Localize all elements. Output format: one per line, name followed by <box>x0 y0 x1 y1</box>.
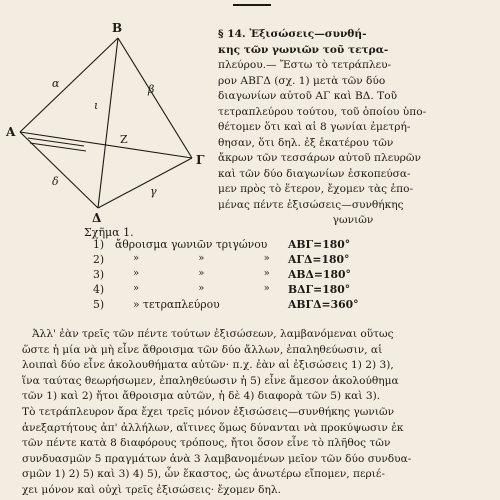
vertex-d-label: Δ <box>92 211 102 225</box>
section-text-column <box>218 27 488 229</box>
side-bg-label: β <box>148 83 155 96</box>
paragraph-line: ἀνεξαρτήτους ἀπ' ἀλλήλων, αἵτινες ὅμως δύνανται νὰ προκύψωσιν ἐκ <box>22 421 404 434</box>
equation-number: 2) <box>93 253 105 266</box>
equation-formula: ΒΔΓ=180° <box>288 283 351 296</box>
vertex-a-label: Α <box>6 125 16 139</box>
vertex-g-label: Γ <box>196 153 205 167</box>
column-line: πλεύρου.— Ἔστω τὸ τετράπλευ- <box>218 59 392 71</box>
side-gd <box>98 158 192 208</box>
column-line: κης τῶν γωνιῶν τοῦ τετρα- <box>218 43 389 56</box>
side-ab <box>20 38 118 132</box>
column-line: καὶ τῶν δύο διαγωνίων ἐσκοπεύσα- <box>218 167 411 180</box>
quadrilateral-diagram <box>4 22 214 225</box>
equation-description: » » » <box>133 283 298 294</box>
paragraph-line: συνδυασμῶν 5 πραγμάτων ἀνὰ 3 λαμβανομένων μεῖον τῶν δύο συνδυα- <box>22 452 412 465</box>
equation-formula: ΑΒΓ=180° <box>288 238 351 251</box>
column-line: γωνιῶν <box>332 214 374 226</box>
side-bg <box>118 38 192 158</box>
paragraph-line: ἵνα ταύτας θεωρήσωμεν, ἐπαληθεύωσιν ἡ 5) εἶνε ἄμεσον ἀκολούθημα <box>22 374 399 387</box>
paragraph-line: χει μόνον καὶ οὐχὶ τρεῖς ἐξισώσεις· ἔχομεν δηλ. <box>22 483 281 496</box>
side-gd-label: γ <box>150 185 157 198</box>
equation-number: 3) <box>93 268 105 281</box>
paragraph-line: τῶν πέντε κατὰ 8 διαφόρους τρόπους, ἤτοι ὅσον εἶνε τὸ πλῆθος τῶν <box>22 437 391 450</box>
paragraph-line: ὥστε ἡ μία νὰ μὴ εἶνε ἄθροισμα τῶν δύο ἄλλων, ἐπαληθεύωσιν, αἱ <box>22 343 383 356</box>
vertex-b-label: Β <box>112 21 123 35</box>
column-line: διαγωνίων αὐτοῦ ΑΓ καὶ ΒΔ. Τοῦ <box>218 90 398 102</box>
equation-formula: ΑΓΔ=180° <box>288 253 350 266</box>
column-line: § 14. Ἐξισώσεις—συνθή- <box>218 28 367 40</box>
inner-line-1 <box>28 138 84 146</box>
column-line: τετραπλεύρου τούτου, τοῦ ὁποίου ὑπο- <box>218 105 427 118</box>
equation-description: » » » <box>133 253 298 264</box>
equation-row <box>93 238 393 253</box>
equation-row <box>93 268 393 283</box>
column-line: μένας πέντε ἐξισώσεις—συνθήκης <box>218 198 404 211</box>
paragraph-line: λοιπαὶ δύο εἶνε ἀκολουθήματα αὐτῶν· π.χ. ἐὰν αἱ ἐξισώσεις 1) 2) 3), <box>22 359 394 372</box>
explanation-paragraph <box>22 327 482 499</box>
equation-row <box>93 253 393 268</box>
column-line: θησαν, ὅτι δηλ. ἐξ ἑκατέρου τῶν <box>218 136 394 149</box>
column-line: θέτομεν ὅτι καὶ αἱ 8 γωνίαι ἐμετρή- <box>218 121 411 133</box>
diagonal-bd-label: ι <box>94 99 99 112</box>
equation-formula: ΑΒΔ=180° <box>288 268 351 281</box>
paragraph-line: σμῶν 1) 2) 5) καὶ 3) 4) 5), ὧν ἕκαστος, ὡς ἀνωτέρω εἴπομεν, περιέ- <box>22 468 385 481</box>
equation-description: » » » <box>133 268 298 279</box>
equation-number: 4) <box>93 283 105 296</box>
column-line: ρον ΑΒΓΔ (σχ. 1) μετὰ τῶν δύο <box>218 74 386 87</box>
column-line: ἄκρων τῶν τεσσάρων αὐτοῦ πλευρῶν <box>218 152 421 164</box>
paragraph-line: Τὸ τετράπλευρον ἄρα ἔχει τρεῖς μόνον ἐξισώσεις—συνθήκης γωνιῶν <box>22 405 395 418</box>
paragraph-line: τῶν 1) καὶ 2) ἤτοι ἄθροισμα αὐτῶν, ἡ δὲ 4) διαφορὰ τῶν 5) καὶ 3). <box>22 390 381 403</box>
equation-description: » τετραπλεύρου <box>133 298 220 311</box>
equations-list <box>93 238 393 313</box>
side-da-label: δ <box>52 175 59 188</box>
equation-number: 1) <box>93 238 105 251</box>
equation-description: ἄθροισμα γωνιῶν τριγώνου <box>115 238 268 251</box>
column-line: μεν πρὸς τὸ ἕτερον, ἔχομεν τὰς ἑπο- <box>218 183 414 195</box>
figure-caption: Σχῆμα 1. <box>84 226 134 239</box>
equation-row <box>93 298 393 313</box>
side-ab-label: α <box>52 77 60 90</box>
top-rule <box>233 4 271 6</box>
paragraph-line: Ἀλλ' ἐὰν τρεῖς τῶν πέντε τούτων ἐξισώσεων, λαμβανόμεναι οὕτως <box>32 328 394 340</box>
diagonal-ag-label: Ζ <box>120 133 128 146</box>
quadrilateral-figure <box>4 22 214 240</box>
equation-row <box>93 283 393 298</box>
equation-number: 5) <box>93 298 105 311</box>
equation-formula: ΑΒΓΔ=360° <box>288 298 359 311</box>
diagonal-bd <box>98 38 118 208</box>
